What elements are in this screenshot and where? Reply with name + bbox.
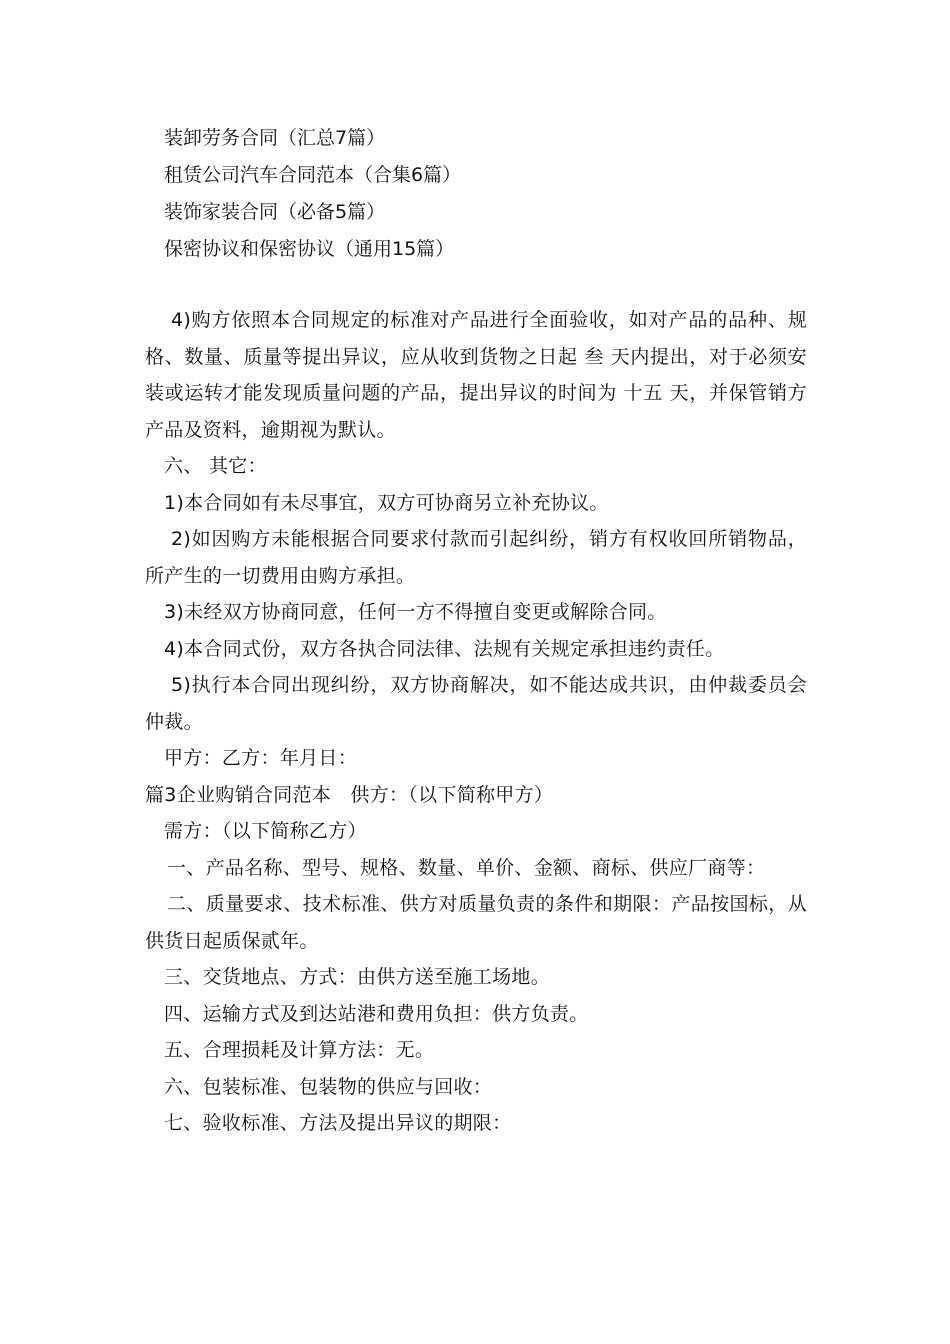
- body-paragraph: 四、运输方式及到达站港和费用负担：供方负责。: [164, 1002, 589, 1025]
- body-paragraph: 1)本合同如有未尽事宜，双方可协商另立补充协议。: [164, 491, 609, 514]
- body-paragraph: 2)如因购方未能根据合同要求付款而引起纠纷，销方有权收回所销物品，所产生的一切费用由购方承担。: [145, 528, 807, 587]
- body-paragraph: 六、包装标准、包装物的供应与回收：: [164, 1075, 493, 1098]
- document-body: [145, 302, 807, 1142]
- body-paragraph: 4)本合同式份，双方各执合同法律、法规有关规定承担违约责任。: [164, 637, 725, 660]
- body-paragraph: 三、交货地点、方式：由供方送至施工场地。: [164, 966, 551, 988]
- body-paragraph: 4)购方依照本合同规定的标准对产品进行全面验收，如对产品的品种、规格、数量、质量等提出异议，应从收到货物之日起 叁 天内提出，对于必须安装或运转才能发现质量问题的产品，提出异议的时间为 十五 天，并保管销方产品及资料，逾期视为默认。: [145, 309, 807, 441]
- body-paragraph: 二、质量要求、技术标准、供方对质量负责的条件和期限：产品按国标，从供货日起质保贰年。: [145, 893, 807, 952]
- body-paragraph: 需方：（以下简称乙方）: [164, 820, 367, 842]
- related-link-item[interactable]: 装卸劳务合同（汇总7篇）: [164, 127, 386, 149]
- signature-line: 甲方：乙方：年月日：: [164, 747, 358, 769]
- section-heading: 六、 其它：: [164, 455, 267, 477]
- body-paragraph: 3)未经双方协商同意，任何一方不得擅自变更或解除合同。: [164, 601, 667, 623]
- section-title: 篇3企业购销合同范本 供方：（以下简称甲方）: [145, 783, 554, 806]
- related-link-item[interactable]: 装饰家装合同（必备5篇）: [164, 201, 386, 223]
- body-paragraph: 七、验收标准、方法及提出异议的期限：: [164, 1112, 512, 1134]
- related-link-item[interactable]: 租赁公司汽车合同范本（合集6篇）: [164, 164, 462, 186]
- body-paragraph: 5)执行本合同出现纠纷，双方协商解决，如不能达成共识，由仲裁委员会仲裁。: [145, 674, 807, 733]
- body-paragraph: 五、合理损耗及计算方法：无。: [164, 1039, 435, 1061]
- related-links-list: [164, 120, 824, 268]
- related-link-item[interactable]: 保密协议和保密协议（通用15篇）: [164, 238, 455, 260]
- body-paragraph: 一、产品名称、型号、规格、数量、单价、金额、商标、供应厂商等：: [167, 856, 766, 879]
